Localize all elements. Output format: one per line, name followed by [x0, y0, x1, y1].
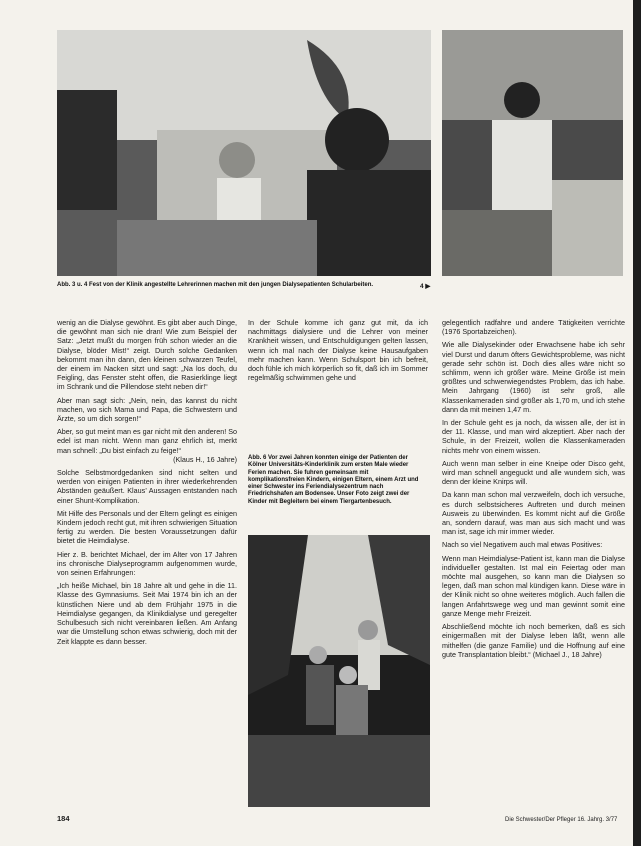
paragraph: Mit Hilfe des Personals und der Eltern gelingt es einigen Kindern jedoch recht gut, mit ihren schwierigen Situation fertig zu werden. Die besten Voraussetzungen dafür bietet die Heimdialyse.: [57, 508, 237, 546]
paragraph: Aber man sagt sich: „Nein, nein, das kannst du nicht machen, wo sich Mama und Papa, die Schwestern und Ärzte, so um dich sorgen!“: [57, 395, 237, 424]
journal-footer: Die Schwester/Der Pfleger 16. Jahrg. 3/77: [505, 817, 618, 823]
caption-mid: Abb. 6 Vor zwei Jahren konnten einige der Patienten der Kölner Universitäts-Kinderklinik zum ersten Male wieder Ferien machen. Sie fuhren gemeinsam mit komplikationsfreien Kindern, einigen Eltern, einem Arzt und einer Schwester ins Feriendialysezentrum nach Friedrichshafen am Bodensee. Unser Foto zeigt zwei der Kinder mit Begleitern bei einem Tiergartenbesuch.: [248, 455, 419, 505]
paragraph: wenig an die Dialyse gewöhnt. Es gibt aber auch Dinge, die gewöhnt man sich nie dran! Wie zum Beispiel der Satz: „Jetzt mußt du morgen früh schon wieder an die Dialyse, blöder Mist!“ zeigt. Durch solche Gedanken bekommt man ihn dann, den kleinen schwarzen Teufel, der einem im Nacken sitzt und sagt: „Na los doch, du Feigling, das Fenster steht offen, die Rasierklinge liegt im Schrank und die Pillendose steht neben dir!“: [57, 318, 237, 392]
column-2: [248, 318, 428, 386]
paragraph: Aber, so gut meint man es gar nicht mit den anderen! So edel ist man nicht. Wenn man ganz ehrlich ist, merkt man schnell: „Du bist einfach zu feige!“: [57, 427, 237, 455]
paragraph: In der Schule geht es ja noch, da wissen alle, der ist in der 11. Klasse, und man wird akzeptiert. Aber nach der Schule, in der Freizeit, wollen die Klassenkameraden nichts mehr von einem wissen.: [442, 418, 625, 455]
paragraph: Wenn man Heimdialyse-Patient ist, kann man die Dialyse individueller gestalten. Ist mal ein Feiertag oder man möchte mal ausgehen, so kann man die Dialysen so legen, daß man schon mal kündigen kann. Diese wäre in der Klinik nicht so ohne weiteres möglich. Auch fallen die langen Anfahrtswege weg und man gewinnt somit eine ganze Menge mehr Freizeit.: [442, 553, 625, 618]
paragraph: gelegentlich radfahre und andere Tätigkeiten verrichte (1976 Sportabzeichen).: [442, 318, 625, 337]
paragraph: Solche Selbstmordgedanken sind nicht selten und werden von einigen Patienten in ihrer wiederkehrenden Abständen geäußert. Klaus’ Aussagen entstanden nach einer Shunt-Komplikation.: [57, 468, 237, 505]
caption-top: Abb. 3 u. 4 Fest von der Klinik angestellte Lehrerinnen machen mit den jungen Dialysepatienten Schularbeiten.: [57, 282, 374, 288]
paragraph: In der Schule komme ich ganz gut mit, da ich nachmittags dialysiere und die Lehrer von meiner Krankheit wissen, und Entschuldigungen gelten lassen, wenn ich mal nach der Dialyse keine Hausaufgaben mehr machen kann. Wenn Schulsport bin ich befreit, doch fühle ich mich körperlich so fit, daß ich im Sommer regelmäßig schwimmen gehe und: [248, 318, 428, 383]
paragraph: Wie alle Dialysekinder oder Erwachsene habe ich sehr viel Durst und darum öfters Gewichtsprobleme, was nicht gerade sehr schön ist. Doch dies alles wäre nicht so schlimm, wenn ich größer wäre. Meine Größe ist mein größtes und schwerwiegendstes Problem, das ich habe. Mein Jahrgang (1960) ist sehr groß, alle Klassenkameraden sind größer als 1,70 m, und ich stehe dann da mit meinen 1,47 m.: [442, 340, 625, 414]
column-3: [442, 318, 625, 663]
photo-children-zoo-visit: [248, 535, 430, 807]
paragraph: Hier z. B. berichtet Michael, der im Alter von 17 Jahren ins chronische Dialyseprogramm aufgenommen wurde, von seinen Erfahrungen:: [57, 549, 237, 578]
page-number: 184: [57, 814, 70, 823]
paragraph: Nach so viel Negativem auch mal etwas Positives:: [442, 540, 603, 550]
scan-edge: [633, 0, 641, 846]
photo-dialysis-nurse: [442, 30, 623, 276]
column-1: [57, 318, 237, 650]
paragraph: Auch wenn man selber in eine Kneipe oder Disco geht, wird man schnell angeguckt und alle wundern sich, was denn der kleine Knirps will.: [442, 458, 625, 487]
paragraph: Abschließend möchte ich noch bemerken, daß es sich einigermaßen mit der Dialyse leben läßt, wenn alle mithelfen (die ganze Familie) und die Hoffnung auf eine gute Transplantation bleibt.“ (Michael J., 18 Jahre): [442, 622, 625, 659]
caption-top-marker: 4 ▶: [420, 283, 431, 290]
paragraph: Da kann man schon mal verzweifeln, doch ich versuche, es durch selbstsicheres Auftreten und durch meinen Ausweis zu überwinden. Es kommt nicht auf die Größe an, sondern darauf, was man aus sich macht und was man ist, sage ich mir immer wieder.: [442, 490, 625, 537]
signature: (Klaus H., 16 Jahre): [173, 454, 237, 464]
paragraph: „Ich heiße Michael, bin 18 Jahre alt und gehe in die 11. Klasse des Gymnasiums. Seit Mai 1974 bin ich an der künstlichen Niere und ab dem Frühjahr 1975 in die Heimdialyse gegangen, da Klinikdialyse und geregelter Schulbesuch sich nicht vereinbaren ließen. Am Anfang war die Umstellung schon etwas schwierig, doch mit der Zeit klappte es dann besser.: [57, 581, 237, 646]
photo-children-with-teacher: [57, 30, 431, 276]
